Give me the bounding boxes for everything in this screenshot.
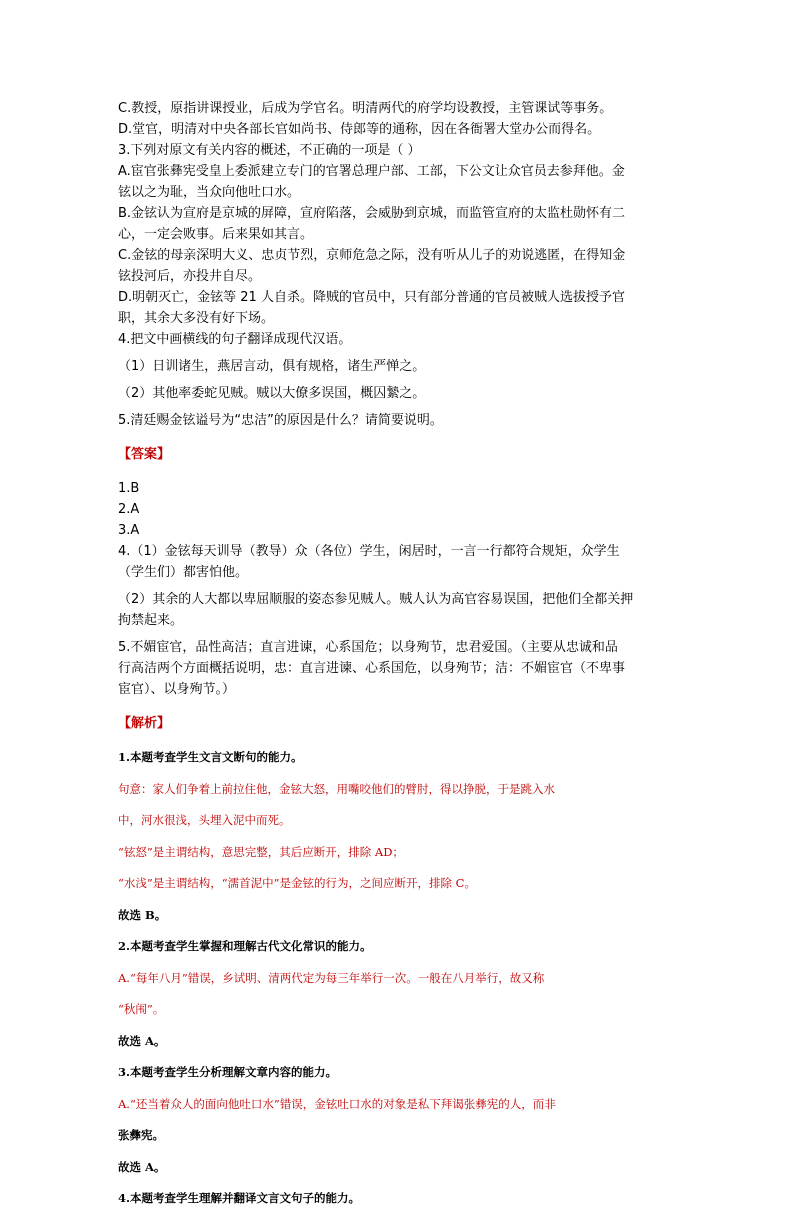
q3-option-c-line1: C.金铉的母亲深明大义、忠贞节烈，京师危急之际，没有听从儿子的劝说逃匿，在得知金 <box>118 248 626 263</box>
question-section <box>118 98 678 431</box>
analysis-4-title: 4.本题考查学生理解并翻译文言文句子的能力。 <box>118 1191 361 1205</box>
answer-section <box>118 444 678 700</box>
q5-stem: 5.清廷赐金铉谥号为“忠洁”的原因是什么？请简要说明。 <box>118 413 443 428</box>
q4-stem: 4.把文中画横线的句子翻译成现代汉语。 <box>118 332 352 347</box>
q3-option-c-line2: 铉投河后，亦投井自尽。 <box>118 269 262 284</box>
analysis-2-line2: “秋闱”。 <box>118 1002 165 1016</box>
answer-4-1-line2: （学生们）都害怕他。 <box>118 565 249 580</box>
q3-option-d-line2: 职，其余大多没有好下场。 <box>118 311 275 326</box>
answer-4-1-line1: 4.（1）金铉每天训导（教导）众（各位）学生，闲居时，一言一行都符合规矩，众学生 <box>118 544 620 559</box>
answer-5-line1: 5.不媚宦官，品性高洁；直言进谏，心系国危；以身殉节，忠君爱国。（主要从忠诚和品 <box>118 640 618 655</box>
analysis-3-line2: 张彝宪。 <box>118 1128 164 1142</box>
answer-5-line2: 行高洁两个方面概括说明，忠：直言进谏、心系国危，以身殉节；洁：不媚宦官（不卑事 <box>118 661 626 676</box>
q3-option-a-line1: A.宦官张彝宪受皇上委派建立专门的官署总理户部、工部，下公文让众官员去参拜他。金 <box>118 164 625 179</box>
answer-4-2-line1: （2）其余的人大都以卑屈顺服的姿态参见贼人。贼人认为高官容易误国，把他们全都关押 <box>118 592 634 607</box>
q3-option-b-line1: B.金铉认为宣府是京城的屏障，宣府陷落，会威胁到京城，而监管宣府的太监杜勋怀有二 <box>118 206 626 221</box>
q3-option-d-line1: D.明朝灭亡，金铉等 21 人自杀。降贼的官员中，只有部分普通的官员被贼人选拔授予官 <box>118 290 625 305</box>
analysis-1-line1: 句意：家人们争着上前拉住他，金铉大怒，用嘴咬他们的臂肘，得以挣脱，于是跳入水 <box>118 781 555 796</box>
answer-2: 2.A <box>118 502 140 517</box>
analysis-section <box>118 713 678 1208</box>
answer-1: 1.B <box>118 481 140 496</box>
q4-sentence-2: （2）其他率委蛇见贼。贼以大僚多误国，概囚縶之。 <box>118 386 426 401</box>
document-content <box>118 98 678 1220</box>
analysis-heading: 【解析】 <box>118 716 171 731</box>
analysis-3-title: 3.本题考查学生分析理解文章内容的能力。 <box>118 1065 338 1079</box>
q3-stem: 3.下列对原文有关内容的概述，不正确的一项是（ ） <box>118 143 421 158</box>
analysis-1-line2: 中，河水很浅，头埋入泥中而死。 <box>118 813 291 827</box>
analysis-3-conclusion: 故选 A。 <box>118 1159 166 1174</box>
analysis-1-conclusion: 故选 B。 <box>118 907 167 922</box>
q4-sentence-1: （1）日训诸生，燕居言动，俱有规格，诸生严惮之。 <box>118 359 426 374</box>
q3-option-b-line2: 心，一定会败事。后来果如其言。 <box>118 227 314 242</box>
analysis-1-title: 1.本题考查学生文言文断句的能力。 <box>118 750 303 764</box>
answer-5-line3: 宦官）、以身殉节。） <box>118 682 236 697</box>
answer-3: 3.A <box>118 523 140 538</box>
analysis-1-line3: “铉怒”是主谓结构，意思完整，其后应断开，排除 AD； <box>118 844 404 859</box>
q2-option-c: C.教授，原指讲课授业，后成为学官名。明清两代的府学均设教授，主管课试等事务。 <box>118 101 613 116</box>
analysis-3-line1: A.“还当着众人的面向他吐口水”错误，金铉吐口水的对象是私下拜谒张彝宪的人，而非 <box>118 1096 556 1111</box>
analysis-2-conclusion: 故选 A。 <box>118 1033 166 1048</box>
answer-heading: 【答案】 <box>118 447 171 462</box>
q3-option-a-line2: 铉以之为耻，当众向他吐口水。 <box>118 185 301 200</box>
analysis-2-title: 2.本题考查学生掌握和理解古代文化常识的能力。 <box>118 939 372 953</box>
q2-option-d: D.堂官，明清对中央各部长官如尚书、侍郎等的通称，因在各衙署大堂办公而得名。 <box>118 122 601 137</box>
analysis-2-line1: A.“每年八月”错误，乡试明、清两代定为每三年举行一次。一般在八月举行，故又称 <box>118 970 545 985</box>
analysis-1-line4: “水浅”是主谓结构，“濡首泥中”是金铉的行为，之间应断开，排除 C。 <box>118 876 476 890</box>
answer-4-2-line2: 拘禁起来。 <box>118 613 184 628</box>
